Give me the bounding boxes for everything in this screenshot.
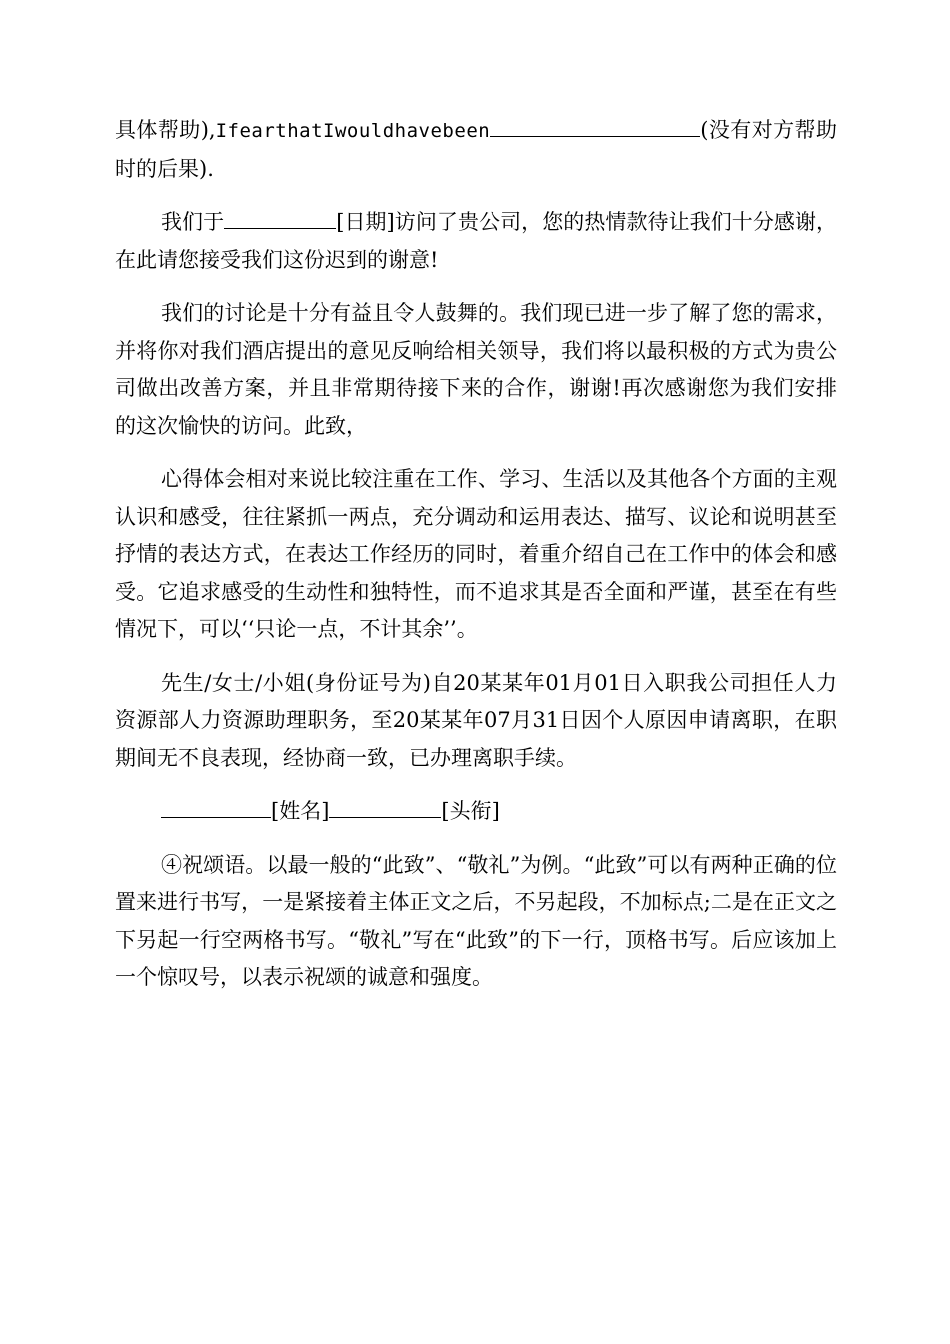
p1-text-b: Ifearthat — [215, 120, 324, 142]
p2-text-a: 我们于 — [161, 210, 225, 234]
p6-name-label: [姓名] — [271, 799, 330, 823]
fill-blank-consequence — [490, 114, 700, 137]
p1-text-a: 具体帮助), — [115, 118, 216, 142]
paragraph-2 — [115, 204, 837, 279]
paragraph-5: 先生/女士/小姐(身份证号为)自20某某年01月01日入职我公司担任人力资源部人力资源助理职务，至20某某年07月31日因个人原因申请离职，在职期间无不良表现，经协商一致，已办理离职手续。 — [115, 670, 837, 770]
fill-blank-name — [161, 795, 271, 818]
fill-blank-date — [224, 206, 336, 229]
paragraph-3: 我们的讨论是十分有益且令人鼓舞的。我们现已进一步了解了您的需求，并将你对我们酒店提出的意见反响给相关领导，我们将以最积极的方式为贵公司做出改善方案，并且非常期待接下来的合作，谢谢!再次感谢您为我们安排的这次愉快的访问。此致， — [115, 301, 837, 438]
paragraph-1 — [115, 112, 837, 188]
paragraph-7: ④祝颂语。以最一般的“此致”、“敬礼”为例。“此致”可以有两种正确的位置来进行书写，一是紧接着主体正文之后，不另起段，不加标点;二是在正文之下另起一行空两格书写。“敬礼”写在“此致”的下一行，顶格书写。后应该加上一个惊叹号，以表示祝颂的诚意和强度。 — [115, 852, 837, 989]
p1-text-c: Iwouldhavebeen — [323, 120, 491, 142]
p6-title-label: [头衔] — [441, 799, 500, 823]
document-body — [115, 112, 837, 1013]
paragraph-6-signature — [115, 793, 837, 831]
paragraph-4: 心得体会相对来说比较注重在工作、学习、生活以及其他各个方面的主观认识和感受，往往紧抓一两点，充分调动和运用表达、描写、议论和说明甚至抒情的表达方式，在表达工作经历的同时，着重介绍自己在工作中的体会和感受。它追求感受的生动性和独特性，而不追求其是否全面和严谨，甚至在有些情况下，可以‘‘只论一点，不计其余’’。 — [115, 467, 837, 641]
fill-blank-title — [329, 795, 441, 818]
p1-text-d: (没有对方帮助时的后果). — [115, 118, 837, 181]
p2-text-b: [日期]访问了贵公司，您的热情款待让我们十分感谢，在此请您接受我们这份迟到的谢意! — [115, 210, 838, 272]
